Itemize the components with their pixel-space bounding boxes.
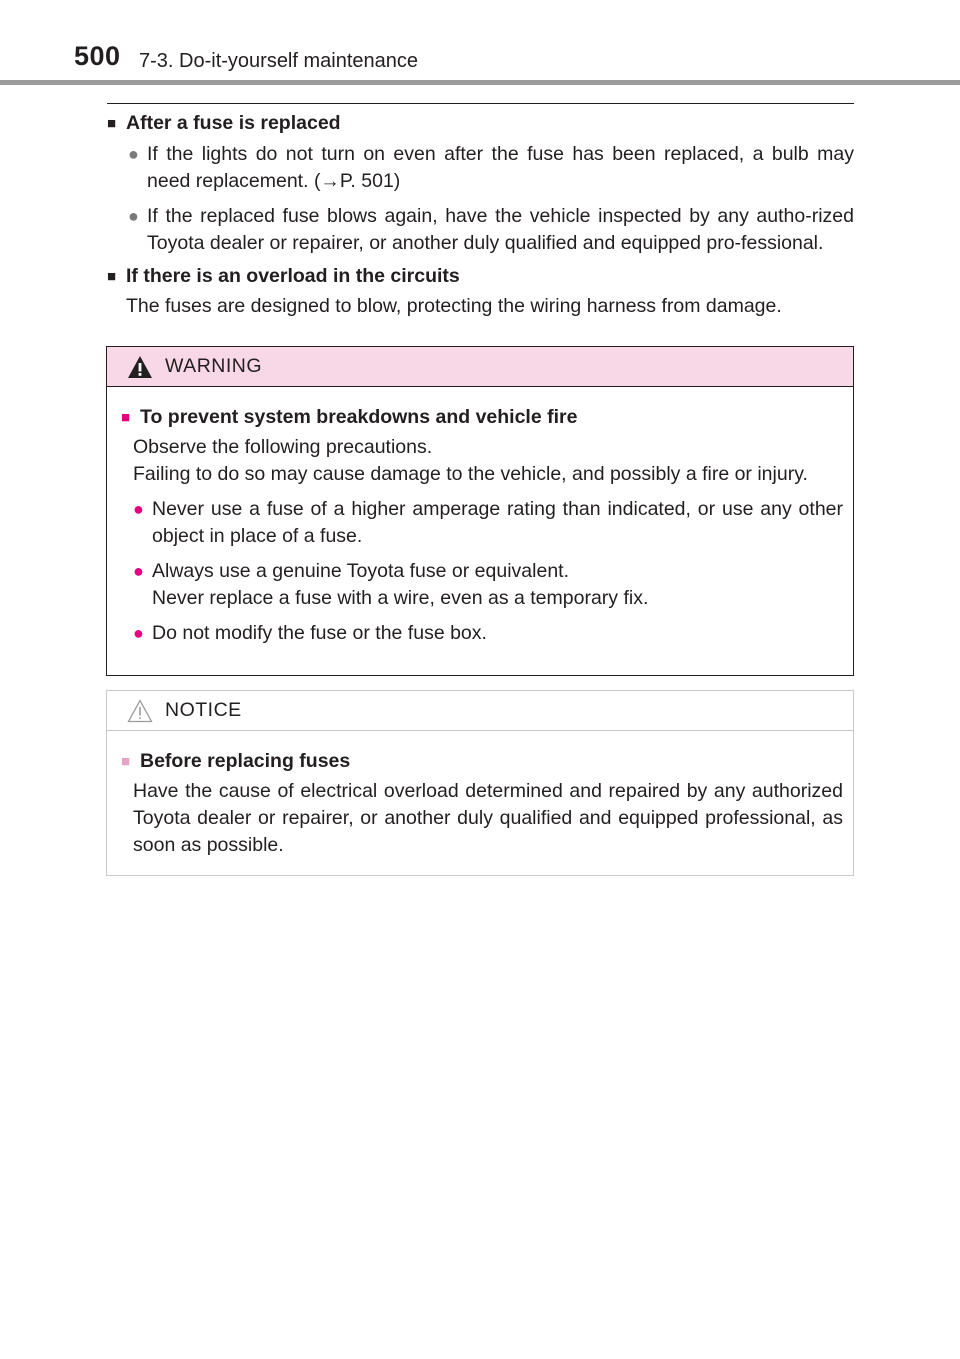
list-item [121, 496, 843, 550]
main-content [107, 110, 854, 320]
circle-bullet-icon: ● [133, 623, 144, 643]
square-bullet-icon: ■ [107, 115, 117, 132]
list-item-text: Do not modify the fuse or the fuse box. [152, 622, 487, 644]
paragraph: Observe the following precautions. [133, 436, 433, 458]
warning-triangle-icon [127, 355, 153, 379]
warning-body [107, 387, 853, 647]
warning-title-bar [107, 347, 853, 387]
list-item-text: Never use a fuse of a higher amperage rating than indicated, or use any other object in place of a fuse. [152, 498, 843, 547]
list-item-text: If the lights do not turn on even after the fuse has been replaced, a bulb may need replacement. (→P. 501) [147, 143, 854, 192]
list-item [107, 203, 854, 257]
paragraph: Failing to do so may cause damage to the vehicle, and possibly a fire or injury. [133, 463, 808, 485]
list-item-line: Never replace a fuse with a wire, even as a temporary fix. [152, 587, 649, 609]
warning-heading-text: To prevent system breakdowns and vehicle fire [140, 406, 578, 428]
warning-heading [121, 404, 843, 431]
square-bullet-icon: ■ [121, 409, 131, 426]
list-item [107, 141, 854, 195]
notice-triangle-icon [127, 699, 153, 723]
warning-box [106, 346, 854, 676]
circle-bullet-icon: ● [128, 206, 139, 226]
notice-box [106, 690, 854, 876]
section-heading-text: If there is an overload in the circuits [126, 265, 460, 287]
section-heading [107, 263, 854, 290]
square-bullet-icon: ■ [121, 753, 131, 770]
list-item [121, 620, 843, 647]
notice-body [107, 731, 853, 859]
notice-heading-text: Before replacing fuses [140, 750, 351, 772]
page-number: 500 [74, 41, 121, 71]
circle-bullet-icon: ● [133, 499, 144, 519]
section-heading [107, 110, 854, 137]
list-item [121, 558, 843, 612]
section-header: 7-3. Do-it-yourself maintenance [139, 50, 419, 72]
paragraph: The fuses are designed to blow, protecting the wiring harness from damage. [126, 295, 782, 317]
circle-bullet-icon: ● [133, 561, 144, 581]
square-bullet-icon: ■ [107, 268, 117, 285]
list-item-line: Always use a genuine Toyota fuse or equivalent. [152, 560, 569, 582]
list-item-text [152, 558, 843, 612]
paragraph: Have the cause of electrical overload determined and repaired by any authorized Toyota dealer or repairer, or another duly qualified and equipped professional, as soon as possible. [133, 780, 843, 856]
header-rule [0, 80, 960, 85]
warning-title: WARNING [165, 355, 263, 377]
list-item-text: If the replaced fuse blows again, have the vehicle inspected by any autho-rized Toyota dealer or repairer, or another duly qualified and equipped pro-fessional. [147, 205, 854, 254]
notice-title-bar [107, 691, 853, 731]
notice-title: NOTICE [165, 699, 242, 721]
section-heading-text: After a fuse is replaced [126, 112, 341, 134]
notice-heading [121, 748, 843, 775]
content-rule [107, 103, 854, 104]
circle-bullet-icon: ● [128, 144, 139, 164]
